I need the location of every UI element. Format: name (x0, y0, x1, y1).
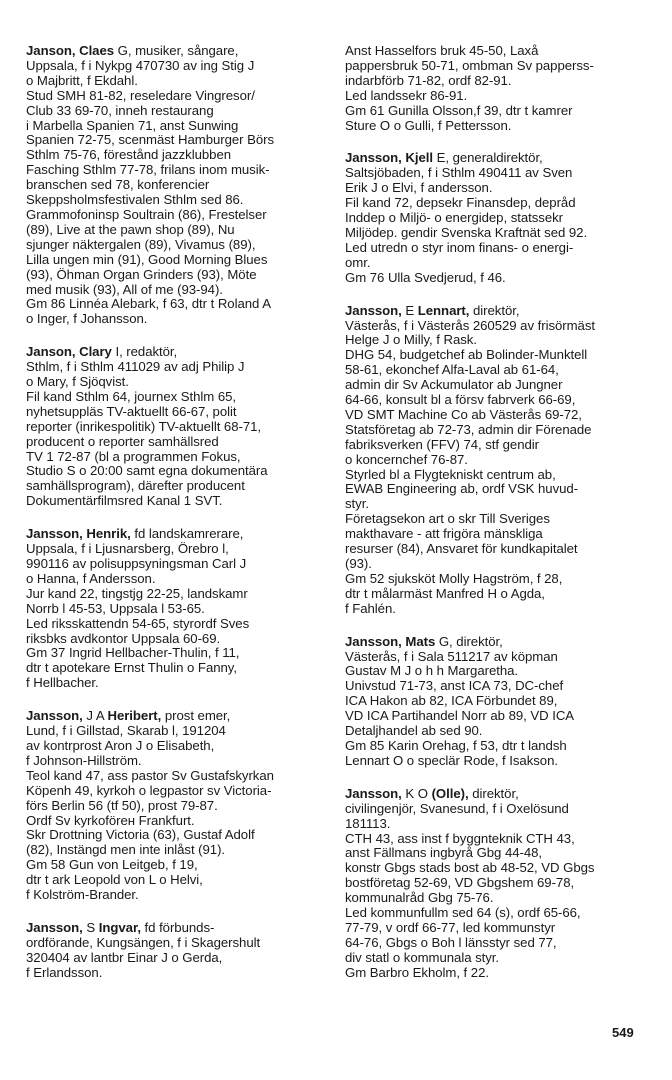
entry-title: I, redaktör, (111, 344, 178, 360)
entry-line: Styrled bl a Flygtekniskt centrum ab, (345, 466, 556, 482)
entry-line: ordförande, Kungsängen, f i Skagershult (26, 934, 261, 950)
entry-line: Gm Barbro Ekholm, f 22. (345, 964, 489, 980)
entry-line: samhällsprogram), därefter producent (26, 478, 245, 494)
entry-line: Sthlm 75-76, förestånd jazzklubben (26, 147, 232, 163)
entry-title: G, musiker, sångare, (114, 43, 239, 58)
entry-line: Led riksskattendn 54-65, styrordf Sves (26, 615, 250, 631)
entry-line: fabriksverken (FFV) 74, stf gendir (345, 436, 539, 452)
biography-entry (26, 921, 326, 981)
entry-heading (345, 151, 645, 166)
entry-line: resurser (84), Ansvaret för kundkapitalet (345, 541, 578, 557)
entry-line: Anst Hasselfors bruk 45-50, Laxå (345, 43, 539, 58)
entry-line: (93), Öhman Organ Grinders (93), Möte (26, 266, 257, 282)
entry-line: 64-66, konsult bl a försv fabrverk 66-69, (345, 392, 576, 408)
entry-line: Gm 61 Gunilla Olsson,f 39, dtr t kamrer (345, 102, 573, 118)
entry-line: 58-61, ekonchef Alfa-Laval ab 61-64, (345, 362, 559, 378)
entry-line: div statl o kommunala styr. (345, 949, 500, 965)
entry-line: Ordf Sv kyrkoförен Frankfurt. (26, 812, 195, 828)
entry-line: Studio S o 20:00 samt egna dokumentära (26, 463, 268, 479)
biography-entry (26, 527, 326, 691)
entry-line: konstr Gbgs stads bost ab 48-52, VD Gbgs (345, 860, 595, 876)
entry-surname: Jansson, Mats (345, 633, 436, 649)
entry-line: Univstud 71-73, anst ICA 73, DC-chef (345, 678, 564, 694)
entry-line: Jur kand 22, tingstjg 22-25, landskamr (26, 585, 248, 601)
entry-line: TV 1 72-87 (bl a programmen Fokus, (26, 448, 241, 464)
entry-heading (345, 635, 645, 650)
entry-line: f Fahlén. (345, 600, 396, 616)
entry-line: branschen sed 78, konferencier (26, 177, 210, 193)
entry-surname: Janson, Clary (26, 344, 112, 360)
entry-line: riksbks avdkontor Uppsala 60-69. (26, 630, 221, 646)
entry-surname: Jansson, Kjell (345, 150, 433, 166)
entry-line: f Kolström-Brander. (26, 887, 139, 903)
entry-line: Led landssekr 86-91. (345, 87, 468, 103)
entry-line: o Majbritt, f Ekdahl. (26, 72, 138, 88)
entry-given-name: Lennart, (417, 302, 470, 318)
entry-heading (345, 787, 645, 802)
entry-line: 320404 av lantbr Einar J o Gerda, (26, 949, 223, 965)
right-column (345, 44, 645, 999)
entry-heading (26, 921, 326, 936)
entry-title: G, direktör, (435, 633, 503, 649)
entry-surname: Jansson, (26, 708, 83, 724)
biography-entry (26, 709, 326, 903)
entry-line: Lilla ungen min (91), Good Morning Blues (26, 251, 268, 267)
entry-line: Gustav M J o h h Margaretha. (345, 663, 519, 679)
entry-line: med musik (93), All of me (93-94). (26, 281, 223, 297)
entry-title: prost emer, (161, 708, 231, 724)
entry-line: Grammofoninsp Soultrain (86), Frestelser (26, 206, 267, 222)
entry-line: i Marbella Spanien 71, anst Sunwing (26, 117, 239, 133)
entry-title: fd förbunds- (140, 919, 215, 935)
entry-line: Detaljhandel ab sed 90. (345, 723, 483, 739)
entry-title: direktör, (468, 785, 519, 801)
entry-line: Stud SMH 81-82, reseledare Vingresor/ (26, 87, 255, 103)
biography-entry (26, 345, 326, 509)
biography-entry (26, 44, 326, 327)
entry-initials: K O (401, 785, 432, 801)
biography-entry (345, 151, 645, 285)
entry-line: Inddep o Miljö- o energidep, statssekr (345, 210, 564, 226)
entry-line: Gm 58 Gun von Leitgeb, f 19, (26, 857, 198, 873)
entry-line: indarbförb 71-82, ordf 82-91. (345, 72, 512, 88)
entry-line: dtr t målarmäst Manfred H o Agda, (345, 585, 545, 601)
entry-line: (93). (345, 556, 372, 571)
entry-line: 77-79, v ordf 66-77, led kommunstyr (345, 919, 556, 935)
entry-given-name: Heribert, (107, 708, 162, 724)
entry-line: Helge J o Milly, f Rask. (345, 332, 477, 348)
entry-line: Dokumentärfilmsred Kanal 1 SVT. (26, 493, 223, 509)
entry-line: CTH 43, ass inst f byggnteknik CTH 43, (345, 830, 575, 846)
entry-line: dtr t ark Leopold von L o Helvi, (26, 872, 203, 888)
entry-line: Skeppsholmsfestivalen Sthlm sed 86. (26, 192, 244, 208)
entry-line: EWAB Engineering ab, ordf VSK huvud- (345, 481, 579, 497)
entry-line: Erik J o Elvi, f andersson. (345, 180, 493, 196)
entry-line: (82), Instängd men inte inlåst (91). (26, 842, 226, 858)
entry-line: Köpenh 49, kyrkoh o legpastor sv Victoria- (26, 782, 272, 798)
entry-heading (26, 44, 326, 59)
entry-line: ICA Hakon ab 82, ICA Förbundet 89, (345, 693, 558, 709)
entry-line: f Hellbacher. (26, 675, 99, 691)
left-column (26, 44, 326, 999)
entry-line: o koncernchef 76-87. (345, 451, 468, 467)
entry-line: Västerås, f i Sala 511217 av köpman (345, 648, 558, 664)
entry-line: f Erlandsson. (26, 964, 103, 980)
entry-initials: J A (82, 708, 108, 724)
entry-line: pappersbruk 50-71, ombman Sv papperss- (345, 57, 594, 73)
entry-line: Uppsala, f i Nykpg 470730 av ing Stig J (26, 57, 255, 73)
entry-line: Företagsekon art o skr Till Sveriges (345, 511, 550, 527)
biography-entry (345, 44, 645, 133)
entry-initials: S (82, 919, 99, 935)
entry-line: Västerås, f i Västerås 260529 av frisörmäst (345, 317, 595, 333)
entry-surname: Jansson, (26, 919, 83, 935)
entry-initials: E (401, 302, 418, 318)
entry-line: Uppsala, f i Ljusnarsberg, Örebro l, (26, 541, 229, 557)
entry-line: civilingenjör, Svanesund, f i Oxelösund (345, 800, 569, 816)
entry-surname: Jansson, Henrik, (26, 526, 131, 542)
entry-given-name: Ingvar, (98, 919, 141, 935)
entry-line: 181113. (345, 815, 391, 831)
entry-line: (89), Live at the pawn shop (89), Nu (26, 221, 235, 237)
entry-surname: Janson, Claes (26, 43, 115, 58)
entry-line: styr. (345, 496, 369, 512)
entry-title: E, generaldirektör, (432, 150, 543, 166)
entry-title: fd landskamrerare, (130, 526, 244, 542)
entry-line: Gm 85 Karin Orehag, f 53, dtr t landsh (345, 737, 567, 753)
entry-line: förs Berlin 56 (tf 50), prost 79-87. (26, 797, 218, 813)
page-number: 549 (612, 1025, 634, 1040)
entry-line: Sture O o Gulli, f Pettersson. (345, 117, 512, 133)
entry-surname: Jansson, (345, 302, 402, 318)
entry-line: Fil kand 72, depsekr Finansdep, depråd (345, 195, 576, 211)
entry-line: admin dir Sv Ackumulator ab Jungner (345, 377, 563, 393)
entry-line: Miljödep. gendir Svenska Kraftnät sed 92. (345, 224, 588, 240)
entry-line: omr. (345, 254, 371, 270)
entry-line: 990116 av polisuppsyningsman Carl J (26, 556, 247, 571)
entry-line: dtr t apotekare Ernst Thulin o Fanny, (26, 660, 237, 676)
entry-line: bostföretag 52-69, VD Gbgshem 69-78, (345, 875, 575, 891)
entry-line: Lennart O o speclär Rode, f Isakson. (345, 752, 558, 768)
entry-line: anst Fällmans ingbyrå Gbg 44-48, (345, 845, 543, 861)
entry-line: Statsföretag ab 72-73, admin dir Förenade (345, 421, 592, 437)
entry-line: Led kommunfullm sed 64 (s), ordf 65-66, (345, 905, 581, 921)
entry-line: Led utredn o styr inom finans- o energi- (345, 239, 574, 255)
entry-line: Skr Drottning Victoria (63), Gustaf Adolf (26, 827, 255, 843)
entry-line: sjunger näktergalen (89), Vivamus (89), (26, 236, 256, 252)
entry-line: DHG 54, budgetchef ab Bolinder-Munktell (345, 347, 588, 363)
entry-line: VD ICA Partihandel Norr ab 89, VD ICA (345, 708, 575, 724)
entry-line: Gm 52 sjuksköt Molly Hagström, f 28, (345, 570, 563, 586)
entry-line: Gm 76 Ulla Svedjerud, f 46. (345, 269, 506, 285)
entry-heading (26, 527, 326, 542)
entry-title: direktör, (469, 302, 520, 318)
entry-given-name: (Olle), (431, 785, 469, 801)
entry-line: reporter (inrikespolitik) TV-aktuellt 68-71, (26, 418, 262, 434)
entry-line: Spanien 72-75, scenmäst Hamburger Börs (26, 132, 275, 148)
entry-line: o Mary, f Sjöqvist. (26, 374, 129, 390)
biography-entry (345, 635, 645, 769)
entry-line: av kontrprost Aron J o Elisabeth, (26, 737, 215, 753)
entry-line: makthavare - att frigöra mänskliga (345, 526, 543, 542)
entry-line: Fasching Sthlm 77-78, frilans inom musik- (26, 162, 270, 178)
entry-line: Lund, f i Gillstad, Skarab l, 191204 (26, 723, 226, 739)
entry-line: f Johnson-Hillström. (26, 752, 142, 768)
entry-line: Norrb l 45-53, Uppsala l 53-65. (26, 600, 205, 616)
entry-line: Gm 86 Linnéa Alebark, f 63, dtr t Roland A (26, 296, 271, 312)
entry-line: 64-76, Gbgs o Boh l länsstyr sed 77, (345, 934, 557, 950)
entry-line: kommunalråd Gbg 75-76. (345, 890, 494, 906)
biography-entry (345, 304, 645, 617)
entry-line: Fil kand Sthlm 64, journex Sthlm 65, (26, 388, 237, 404)
entry-line: VD SMT Machine Co ab Västerås 69-72, (345, 406, 582, 422)
entry-heading (26, 709, 326, 724)
entry-surname: Jansson, (345, 785, 402, 801)
entry-line: o Inger, f Johansson. (26, 311, 148, 327)
biography-entry (345, 787, 645, 981)
entry-line: Sthlm, f i Sthlm 411029 av adj Philip J (26, 359, 245, 375)
entry-line: Gm 37 Ingrid Hellbacher-Thulin, f 11, (26, 645, 240, 661)
entry-line: o Hanna, f Andersson. (26, 570, 156, 586)
entry-heading (26, 345, 326, 360)
entry-line: Club 33 69-70, inneh restaurang (26, 102, 214, 118)
entry-line: Teol kand 47, ass pastor Sv Gustafskyrkan (26, 767, 274, 783)
entry-line: Saltsjöbaden, f i Sthlm 490411 av Sven (345, 165, 573, 181)
entry-heading (345, 304, 645, 319)
entry-line: producent o reporter samhällsred (26, 433, 219, 449)
entry-line: nyhetsuppläs TV-aktuellt 66-67, polit (26, 403, 237, 419)
